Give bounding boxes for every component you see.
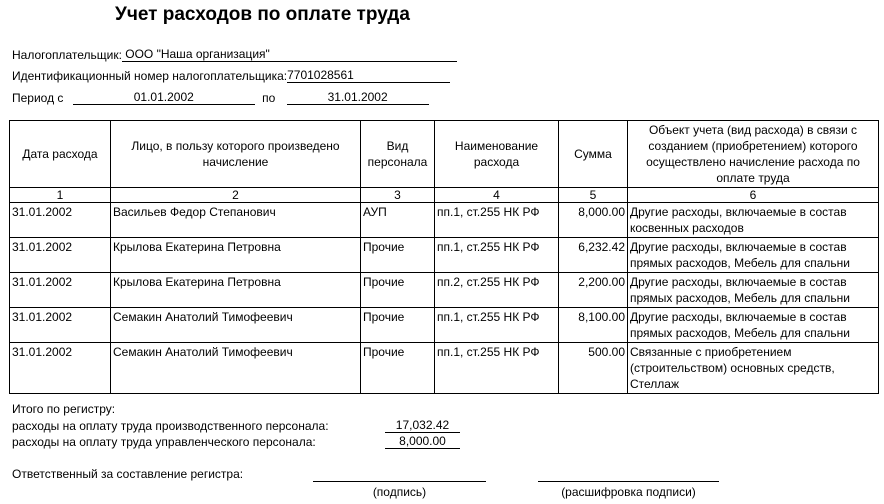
cell-staff: Прочие [361, 238, 435, 273]
cell-person: Крылова Екатерина Петровна [111, 238, 361, 273]
cell-date: 31.01.2002 [10, 203, 111, 238]
cell-person: Семакин Анатолий Тимофеевич [111, 343, 361, 394]
period-from: 01.01.2002 [73, 90, 255, 105]
col-number: 1 [10, 188, 111, 203]
totals-admin-value: 8,000.00 [385, 434, 460, 449]
col-header-sum: Сумма [559, 121, 628, 188]
col-header-date: Дата расхода [10, 121, 111, 188]
taxpayer-line [12, 47, 457, 62]
col-header-object: Объект учета (вид расхода) в связи с созданием (приобретением) которого осуществлено начисление расхода по оплате труда [628, 121, 879, 188]
cell-expense: пп.1, ст.255 НК РФ [435, 238, 559, 273]
cell-staff: АУП [361, 203, 435, 238]
table-row [10, 273, 879, 308]
table-header-row [10, 121, 879, 188]
cell-expense: пп.1, ст.255 НК РФ [435, 308, 559, 343]
table-row [10, 308, 879, 343]
totals-production-value: 17,032.42 [385, 418, 460, 433]
col-number: 5 [559, 188, 628, 203]
cell-sum: 500.00 [559, 343, 628, 394]
period-to: 31.01.2002 [287, 90, 429, 105]
col-number: 3 [361, 188, 435, 203]
cell-person: Крылова Екатерина Петровна [111, 273, 361, 308]
signature-line [313, 481, 486, 482]
cell-person: Семакин Анатолий Тимофеевич [111, 308, 361, 343]
cell-object: Другие расходы, включаемые в состав прямых расходов, Мебель для спальни [628, 273, 879, 308]
totals-admin-label: расходы на оплату труда управленческого персонала: [12, 435, 316, 449]
cell-staff: Прочие [361, 273, 435, 308]
period-line [12, 90, 429, 105]
cell-staff: Прочие [361, 308, 435, 343]
cell-expense: пп.1, ст.255 НК РФ [435, 203, 559, 238]
table-row [10, 203, 879, 238]
cell-expense: пп.2, ст.255 НК РФ [435, 273, 559, 308]
expense-register-table [9, 120, 879, 394]
cell-date: 31.01.2002 [10, 238, 111, 273]
cell-object: Другие расходы, включаемые в состав прямых расходов, Мебель для спальни [628, 308, 879, 343]
cell-sum: 8,100.00 [559, 308, 628, 343]
inn-line [12, 68, 450, 83]
cell-date: 31.01.2002 [10, 273, 111, 308]
cell-staff: Прочие [361, 343, 435, 394]
inn-value: 7701028561 [287, 68, 450, 83]
cell-object: Другие расходы, включаемые в состав косвенных расходов [628, 203, 879, 238]
signature-caption: (подпись) [372, 485, 427, 499]
totals-heading: Итого по регистру: [12, 402, 116, 416]
taxpayer-label: Налогоплательщик: [12, 48, 122, 62]
cell-object: Другие расходы, включаемые в состав прямых расходов, Мебель для спальни [628, 238, 879, 273]
cell-date: 31.01.2002 [10, 308, 111, 343]
taxpayer-value: ООО "Наша организация" [122, 47, 457, 62]
cell-object: Связанные с приобретением (строительством) основных средств, Стеллаж [628, 343, 879, 394]
totals-production-label: расходы на оплату труда производственного персонала: [12, 419, 329, 433]
cell-expense: пп.1, ст.255 НК РФ [435, 343, 559, 394]
col-header-staff: Вид персонала [361, 121, 435, 188]
report-title: Учет расходов по оплате труда [115, 4, 410, 25]
period-label: Период с [12, 91, 64, 105]
signature-decode-line [538, 481, 719, 482]
period-to-label: по [262, 91, 276, 105]
cell-person: Васильев Федор Степанович [111, 203, 361, 238]
signature-decode-caption: (расшифровка подписи) [561, 485, 696, 499]
cell-sum: 8,000.00 [559, 203, 628, 238]
col-number: 4 [435, 188, 559, 203]
cell-sum: 6,232.42 [559, 238, 628, 273]
inn-label: Идентификационный номер налогоплательщика: [12, 69, 288, 83]
cell-sum: 2,200.00 [559, 273, 628, 308]
column-number-row [10, 188, 879, 203]
col-header-expense: Наименование расхода [435, 121, 559, 188]
col-number: 2 [111, 188, 361, 203]
table-row [10, 238, 879, 273]
signature-label: Ответственный за составление регистра: [12, 467, 244, 481]
col-header-person: Лицо, в пользу которого произведено начисление [111, 121, 361, 188]
col-number: 6 [628, 188, 879, 203]
cell-date: 31.01.2002 [10, 343, 111, 394]
table-row [10, 343, 879, 394]
